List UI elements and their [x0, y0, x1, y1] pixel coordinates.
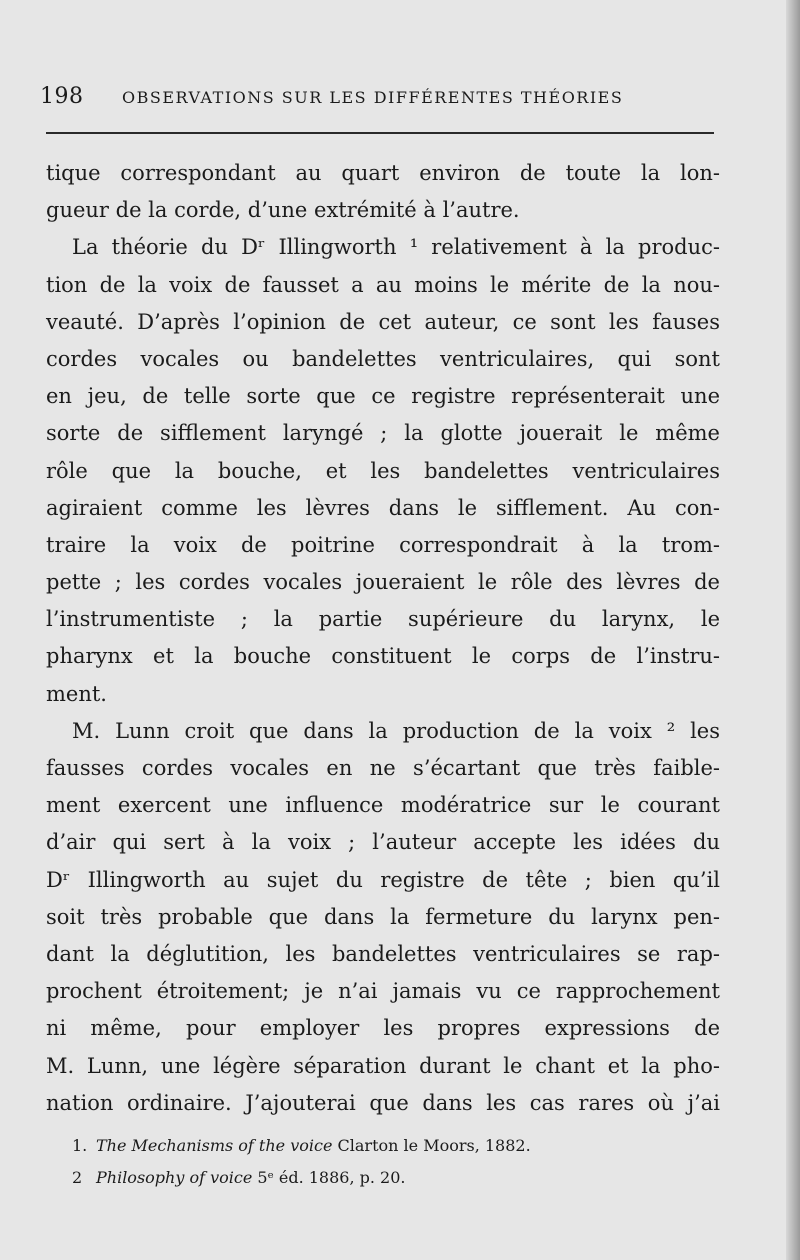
body-line: gueur de la corde, d’une extrémité à l’autre.	[46, 198, 520, 223]
body-line: dant la déglutition, les bandelettes ventriculaires se rap-	[46, 941, 720, 966]
body-line: d’air qui sert à la voix ; l’auteur accepte les idées du	[46, 830, 720, 855]
header-rule	[46, 132, 714, 134]
body-line: veauté. D’après l’opinion de cet auteur, ce sont les fauses	[46, 309, 720, 334]
body-line: agiraient comme les lèvres dans le sifflement. Au con-	[46, 495, 720, 520]
body-line: traire la voix de poitrine correspondrait à la trom-	[46, 532, 720, 557]
body-line: M. Lunn, une légère séparation durant le chant et la pho-	[46, 1053, 720, 1078]
page-header	[40, 84, 720, 120]
body-line: cordes vocales ou bandelettes ventriculaires, qui sont	[46, 346, 720, 371]
page-edge-shadow	[786, 0, 800, 1260]
footnote-text: 5ᵉ éd. 1886, p. 20.	[252, 1168, 406, 1187]
body-line: tion de la voix de fausset a au moins le mérite de la nou-	[46, 272, 720, 297]
footnote-number: 2	[72, 1168, 83, 1187]
body-line: pharynx et la bouche constituent le corps de l’instru-	[46, 644, 720, 669]
body-line: fausses cordes vocales en ne s’écartant que très faible-	[46, 756, 720, 780]
page-number: 198	[40, 84, 84, 109]
body-line: ni même, pour employer les propres expressions de	[46, 1016, 720, 1041]
body-line: en jeu, de telle sorte que ce registre représenterait une	[46, 384, 720, 409]
body-text	[46, 155, 720, 1122]
body-line: ment exercent une influence modératrice sur le courant	[46, 793, 720, 818]
body-line: sorte de sifflement laryngé ; la glotte jouerait le même	[46, 421, 720, 446]
body-line: La théorie du Dʳ Illingworth ¹ relativement à la produc-	[72, 235, 720, 260]
body-line: M. Lunn croit que dans la production de la voix ² les	[72, 718, 720, 743]
body-line: Dʳ Illingworth au sujet du registre de tête ; bien qu’il	[46, 867, 720, 892]
footnote-text: Clarton le Moors, 1882.	[332, 1136, 531, 1155]
body-line: ment.	[46, 681, 107, 706]
footnote-number: 1.	[72, 1136, 88, 1155]
body-line: prochent étroitement; je n’ai jamais vu ce rapprochement	[46, 979, 720, 1004]
body-line: rôle que la bouche, et les bandelettes ventriculaires	[46, 458, 720, 483]
body-line: nation ordinaire. J’ajouterai que dans les cas rares où j’ai	[46, 1090, 720, 1115]
body-line: pette ; les cordes vocales joueraient le rôle des lèvres de	[46, 570, 720, 595]
running-title: OBSERVATIONS SUR LES DIFFÉRENTES THÉORIES	[122, 88, 624, 107]
footnote-title: The Mechanisms of the voice	[96, 1136, 333, 1155]
footnote-title: Philosophy of voice	[96, 1168, 253, 1187]
footnote-2	[46, 1162, 720, 1194]
footnotes	[46, 1130, 720, 1194]
body-line: l’instrumentiste ; la partie supérieure du larynx, le	[46, 607, 720, 632]
body-line: tique correspondant au quart environ de toute la lon-	[46, 161, 720, 185]
body-line: soit très probable que dans la fermeture du larynx pen-	[46, 904, 720, 929]
footnote-1	[46, 1130, 720, 1162]
